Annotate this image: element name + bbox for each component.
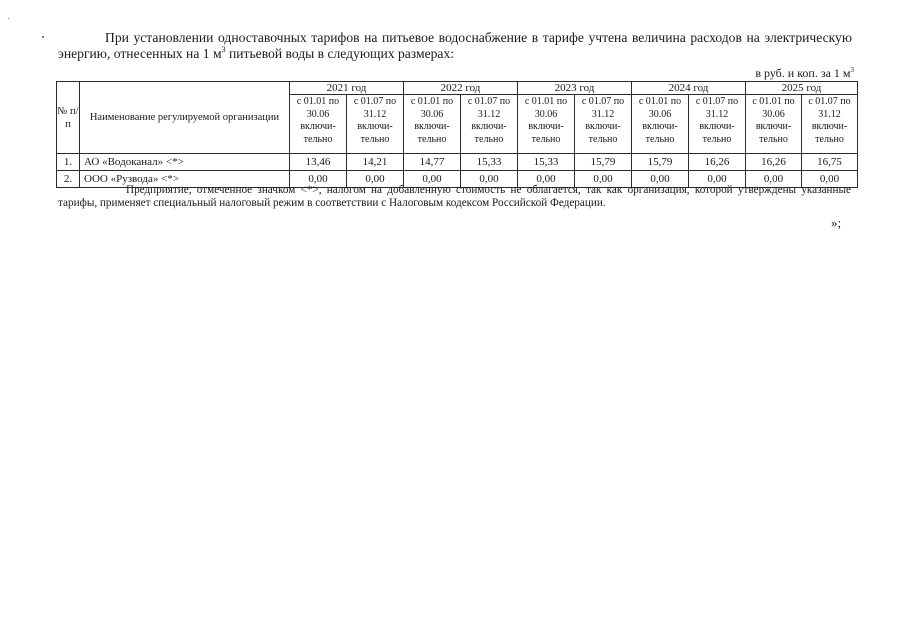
tariff-value: 15,79 [632,154,689,171]
scan-speck [42,36,44,38]
intro-paragraph [58,30,852,62]
tariff-value: 13,46 [290,154,347,171]
tariff-value: 0,00 [746,171,802,188]
tariff-value: 16,26 [689,154,746,171]
name-header: Наименование регулируемой организации [80,82,290,154]
period-header-first-half: с 01.01 по 30.06 включи-тельно [290,95,347,154]
period-header-first-half: с 01.01 по 30.06 включи-тельно [746,95,802,154]
organization-name: АО «Водоканал» <*> [80,154,290,171]
tariff-value: 15,33 [461,154,518,171]
tariff-value: 16,26 [746,154,802,171]
period-header-second-half: с 01.07 по 31.12 включи-тельно [802,95,858,154]
period-header-second-half: с 01.07 по 31.12 включи-тельно [461,95,518,154]
tariff-value: 0,00 [518,171,575,188]
tariff-value: 14,77 [404,154,461,171]
intro-exponent: 3 [221,45,226,54]
tariff-value: 14,21 [347,154,404,171]
year-header-row [57,82,858,95]
row-number: 2. [57,171,80,188]
period-header-second-half: с 01.07 по 31.12 включи-тельно [575,95,632,154]
period-header-first-half: с 01.01 по 30.06 включи-тельно [632,95,689,154]
organization-name: ООО «Рузвода» <*> [80,171,290,188]
year-header: 2022 год [404,82,518,95]
intro-text-after: питьевой воды в следующих размерах: [225,46,455,61]
year-header: 2024 год [632,82,746,95]
tariff-value: 16,75 [802,154,858,171]
units-label [755,67,854,80]
tariff-value: 0,00 [802,171,858,188]
tariff-table [56,81,858,188]
year-header: 2021 год [290,82,404,95]
units-exponent: 3 [850,66,854,74]
num-header: № п/п [57,82,80,154]
period-header-first-half: с 01.01 по 30.06 включи-тельно [518,95,575,154]
year-header: 2023 год [518,82,632,95]
units-text: в руб. и коп. за 1 м [755,66,851,80]
scan-speck [8,18,9,19]
intro-text: При установлении одноставочных тарифов на питьевое водоснабжение в тарифе учтена величина расходов на электрическую энергию, отнесенных на 1 м [58,30,852,61]
year-header: 2025 год [746,82,858,95]
closing-quote: »; [831,215,842,230]
footnote: Предприятие, отмеченное значком <*>, налогом на добавленную стоимость не облагается, так как организация, которой утверждены указанные тарифы, применяет специальный налоговый режим в соответствии с Налоговым кодексом Российской Федерации. [58,184,851,209]
tariff-value: 0,00 [347,171,404,188]
period-header-first-half: с 01.01 по 30.06 включи-тельно [404,95,461,154]
tariff-value: 15,33 [518,154,575,171]
tariff-value: 0,00 [404,171,461,188]
tariff-value: 0,00 [290,171,347,188]
tariff-value: 0,00 [689,171,746,188]
tariff-value: 15,79 [575,154,632,171]
tariff-value: 0,00 [632,171,689,188]
period-header-second-half: с 01.07 по 31.12 включи-тельно [689,95,746,154]
period-header-second-half: с 01.07 по 31.12 включи-тельно [347,95,404,154]
tariff-value: 0,00 [461,171,518,188]
row-number: 1. [57,154,80,171]
table-row [57,154,858,171]
tariff-value: 0,00 [575,171,632,188]
